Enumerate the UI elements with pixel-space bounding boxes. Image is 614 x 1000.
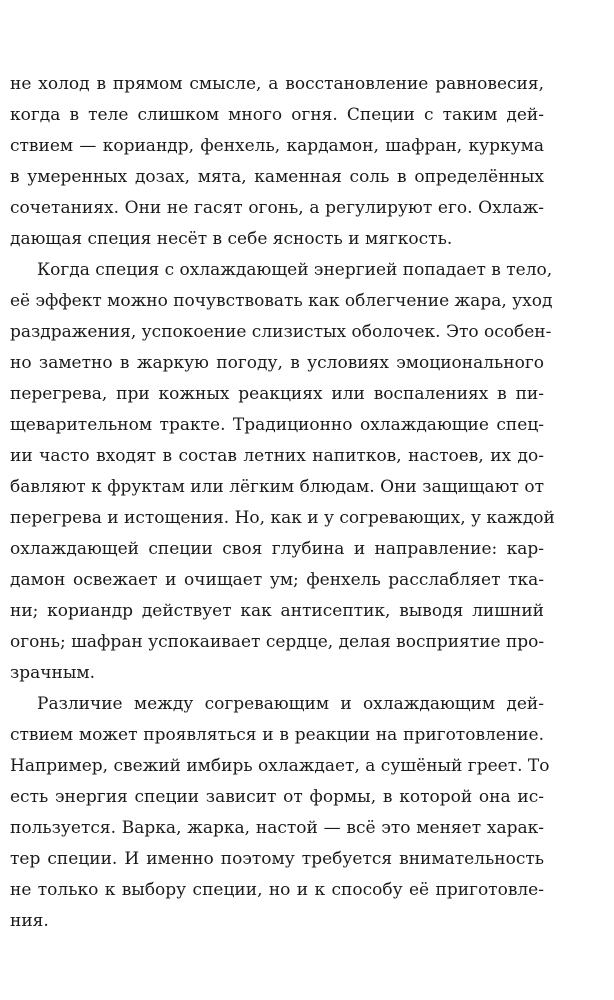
text-line: дающая специя несёт в себе ясность и мягкость. xyxy=(10,229,453,249)
text-line: Например, свежий имбирь охлаждает, а сушёный греет. То xyxy=(10,756,550,776)
text-line: в умеренных дозах, мята, каменная соль в определённых xyxy=(10,167,544,187)
text-line: ни; кориандр действует как антисептик, выводя лишний xyxy=(10,601,544,621)
text-line: бавляют к фруктам или лёгким блюдам. Они защищают от xyxy=(10,477,544,497)
text-line: её эффект можно почувствовать как облегчение жара, уход xyxy=(10,291,553,311)
text-line: дамон освежает и очищает ум; фенхель расслабляет тка- xyxy=(10,570,544,590)
text-line: Когда специя с охлаждающей энергией попадает в тело, xyxy=(37,260,553,280)
text-line: тер специи. И именно поэтому требуется внимательность xyxy=(10,849,544,869)
text-line: ствием — кориандр, фенхель, кардамон, шафран, куркума xyxy=(10,136,544,156)
text-line: есть энергия специи зависит от формы, в которой она ис- xyxy=(10,787,544,807)
text-line: ствием может проявляться и в реакции на приготовление. xyxy=(10,725,544,745)
text-line: не только к выбору специи, но и к способу её приготовле- xyxy=(10,880,544,900)
text-line: перегрева и истощения. Но, как и у согревающих, у каждой xyxy=(10,508,555,528)
text-line: перегрева, при кожных реакциях или воспалениях в пи- xyxy=(10,384,544,404)
text-line: огонь; шафран успокаивает сердце, делая восприятие про- xyxy=(10,632,545,652)
text-line: раздражения, успокоение слизистых оболочек. Это особен- xyxy=(10,322,552,342)
text-line: сочетаниях. Они не гасят огонь, а регулируют его. Охлаж- xyxy=(10,198,544,218)
text-line: когда в теле слишком много огня. Специи с таким дей- xyxy=(10,105,544,125)
text-line: не холод в прямом смысле, а восстановление равновесия, xyxy=(10,74,544,94)
text-line: но заметно в жаркую погоду, в условиях эмоционального xyxy=(10,353,544,373)
text-line: зрачным. xyxy=(10,663,96,683)
text-line: ии часто входят в состав летних напитков, настоев, их до- xyxy=(10,446,544,466)
text-line: пользуется. Варка, жарка, настой — всё это меняет харак- xyxy=(10,818,544,838)
text-line: ния. xyxy=(10,911,49,931)
text-line: охлаждающей специи своя глубина и направление: кар- xyxy=(10,539,544,559)
text-line: Различие между согревающим и охлаждающим дей- xyxy=(37,694,544,714)
text-line: щеварительном тракте. Традиционно охлаждающие спец- xyxy=(10,415,544,435)
